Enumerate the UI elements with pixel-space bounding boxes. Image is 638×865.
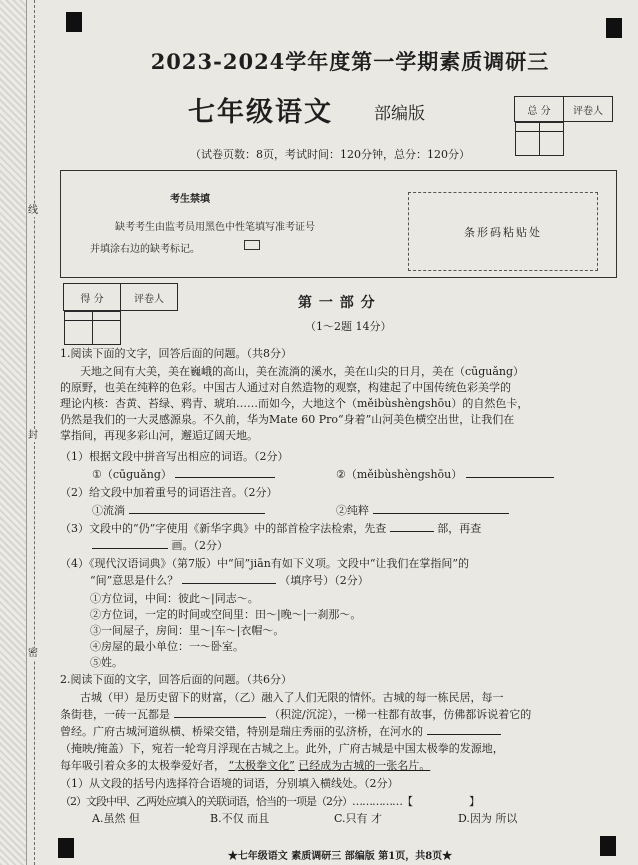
answer-blank[interactable]	[182, 574, 276, 584]
question-1-3-cont	[92, 539, 228, 552]
question-2-2	[60, 795, 480, 808]
subject-title: 七年级语文	[188, 97, 333, 128]
question-1-1: （1）根据文段中拼音写出相应的词语。（2分）	[60, 450, 289, 463]
notice-title: 考生禁填	[170, 194, 210, 205]
question-text: “间”意思是什么？	[90, 574, 179, 587]
cut-label-seal: 封	[28, 430, 38, 441]
grader-cell[interactable]	[539, 123, 563, 156]
binding-margin	[0, 0, 27, 865]
part-score-label: 得 分	[64, 284, 121, 311]
passage-text: 每年吸引着众多的太极拳爱好者，	[60, 759, 225, 772]
part-grader-label: 评卷人	[121, 284, 178, 311]
notice-text: 缺考考生由监考员用黑色中性笔填写准考证号	[115, 222, 315, 233]
question-2-stem: 2.阅读下面的文字，回答后面的问题。（共6分）	[60, 673, 292, 686]
answer-blank[interactable]	[466, 468, 554, 478]
question-text: （2）文段中甲、乙两处应填入的关联词语，恰当的一项是（2分）……………【	[60, 795, 412, 808]
total-score-label: 总 分	[515, 97, 564, 122]
passage-line: 掌指间，再现多彩山河，邂逅辽阔天地。	[60, 429, 258, 442]
total-score-box	[514, 96, 613, 135]
bracket-close: 】	[469, 795, 480, 808]
question-1-2: （2）给文段中加着重号的词语注音。（2分）	[60, 486, 278, 499]
answer-blank[interactable]	[174, 708, 266, 718]
barcode-label: 条形码粘贴处	[464, 225, 542, 239]
grader-label: 评卷人	[564, 97, 613, 122]
exam-title: 2023-2024学年度第一学期素质调研三	[150, 49, 550, 74]
dictionary-sense: ②方位词，一定的时间或空间里：田～|晚～|一刹那～。	[90, 608, 362, 621]
question-2-1: （1）从文段的括号内选择符合语境的词语，分别填入横线处。（2分）	[60, 777, 399, 790]
dictionary-sense: ④房屋的最小单位：一～卧室。	[90, 640, 244, 653]
registration-mark	[66, 12, 82, 32]
cut-label-line: 线	[28, 205, 38, 216]
part-grader-cell[interactable]	[92, 312, 120, 345]
answer-blank[interactable]	[390, 522, 434, 532]
option-a[interactable]: A.虽然 但	[92, 812, 140, 825]
answer-row	[336, 504, 509, 517]
part-score-cell[interactable]	[64, 312, 92, 345]
passage-line	[60, 759, 430, 772]
dictionary-sense: ①方位词，中间：彼此～|同志～。	[90, 592, 259, 605]
part-subtitle: （1～2题 14分）	[305, 320, 392, 333]
pinyin-prompt: ①（cūguǎng）	[92, 468, 172, 481]
question-text: 画。（2分）	[171, 539, 228, 552]
edition-label: 部编版	[374, 104, 425, 124]
dictionary-sense: ⑤姓。	[90, 656, 123, 669]
question-1-4: （4）《现代汉语词典》（第7版）中“间”jiān有如下义项。文段中“让我们在掌指间”的	[60, 557, 470, 570]
part-score-box	[63, 283, 178, 324]
passage-text: 曾经。广府古城河道纵横、桥梁交错，特别是瑞庄秀丽的弘济桥，在河水的	[60, 725, 423, 738]
exam-info: （试卷页数：8页，考试时间：120分钟，总分：120分）	[190, 148, 470, 161]
question-1-4-cont	[90, 574, 369, 587]
underlined-phrase: “太极拳文化”	[228, 759, 295, 772]
passage-line: （掩映/掩盖）下，宛若一轮弯月浮现在古城之上。此外，广府古城是中国太极拳的发源地，	[60, 742, 504, 755]
option-c[interactable]: C.只有 才	[334, 812, 383, 825]
page-footer: ★七年级语文 素质调研三 部编版 第1页，共8页★	[227, 851, 453, 862]
word-prompt: ①流淌	[92, 504, 125, 517]
passage-line: 理论内核：杏黄、苔绿、鸦青、琥珀……而如今，大地这个（měibùshèngshōu）的自然色卡，	[60, 397, 529, 410]
question-1-stem: 1.阅读下面的文字，回答后面的问题。（共8分）	[60, 347, 292, 360]
passage-line: 的原野，也美在纯粹的色彩。中国古人通过对自然造物的观察，构建起了中国传统色彩美学的	[60, 381, 511, 394]
passage-line: 仍然是我们的一大灵感源泉。不久前，华为Mate 60 Pro“身着”山河美色横空出世，让我们在	[60, 413, 515, 426]
registration-mark	[58, 838, 74, 858]
notice-text: 并填涂右边的缺考标记。	[90, 244, 200, 255]
question-text: （3）文段中的“仍”字使用《新华字典》中的部首检字法检索，先查	[60, 522, 387, 535]
underlined-phrase: 已经成为古城的一张名片。	[298, 759, 431, 772]
option-d[interactable]: D.因为 所以	[458, 812, 518, 825]
dictionary-sense: ③一间屋子，房间：里～|车～|衣帽～。	[90, 624, 285, 637]
passage-line: 天地之间有大美，美在巍峨的高山，美在流淌的溪水，美在山尖的日月，美在（cūguǎng）	[80, 365, 525, 378]
barcode-area	[408, 192, 598, 271]
answer-blank[interactable]	[427, 725, 501, 735]
registration-mark	[600, 836, 616, 856]
answer-row	[92, 504, 265, 517]
question-text: 部，再查	[437, 522, 482, 535]
pinyin-prompt: ②（měibùshèngshōu）	[336, 468, 463, 481]
question-1-3	[60, 522, 481, 535]
answer-blank[interactable]	[373, 504, 509, 514]
answer-row	[92, 468, 275, 481]
passage-line	[60, 725, 501, 738]
option-b[interactable]: B.不仅 而且	[210, 812, 270, 825]
registration-mark	[606, 18, 622, 38]
answer-blank[interactable]	[175, 468, 275, 478]
question-text: （填序号）（2分）	[279, 574, 369, 587]
answer-blank[interactable]	[92, 539, 168, 549]
absence-mark-box[interactable]	[244, 240, 260, 250]
passage-text: （积淀/沉淀），一梯一柱都有故事，仿佛都诉说着它的	[269, 708, 532, 721]
answer-row	[336, 468, 554, 481]
answer-blank[interactable]	[129, 504, 265, 514]
passage-line: 古城（甲）是历史留下的财富，（乙）融入了人们无限的情怀。古城的每一栋民居，每一	[80, 691, 504, 704]
part-title: 第 一 部 分	[298, 295, 376, 311]
passage-text: 条街巷，一砖一瓦都是	[60, 708, 170, 721]
cut-label-secret: 密	[28, 648, 38, 659]
word-prompt: ②纯粹	[336, 504, 369, 517]
passage-line	[60, 708, 531, 721]
